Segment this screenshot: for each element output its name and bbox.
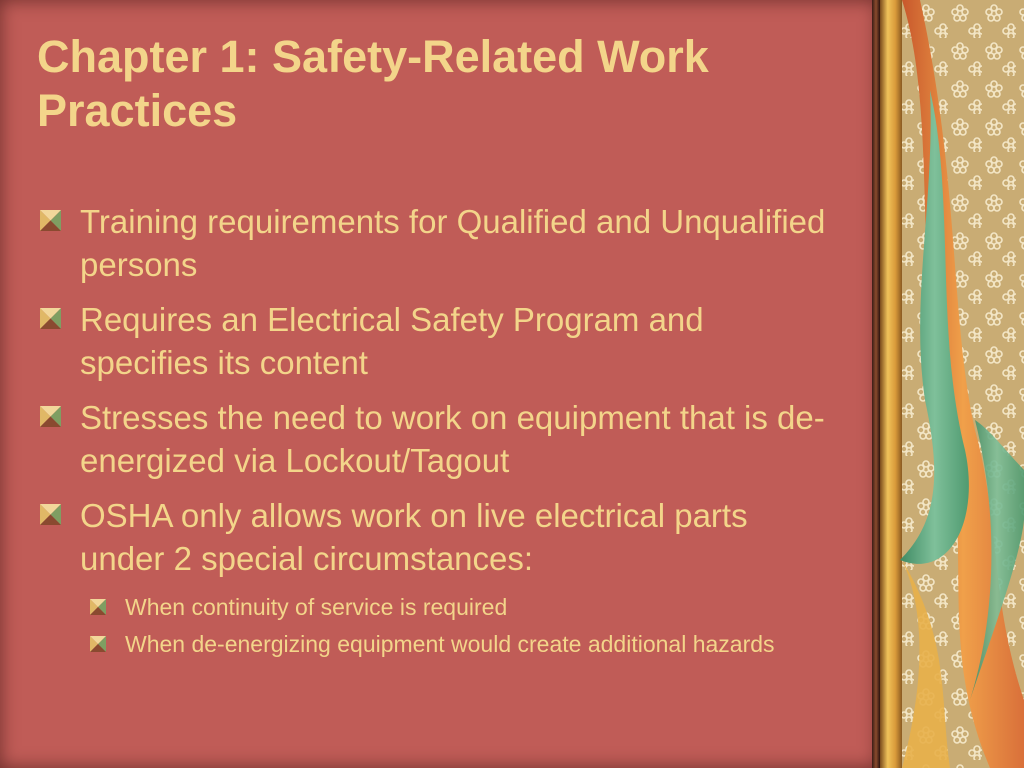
frame-divider bbox=[872, 0, 880, 768]
diamond-bullet-icon bbox=[90, 599, 106, 615]
decorative-side-panel bbox=[880, 0, 1024, 768]
diamond-bullet-icon bbox=[90, 636, 106, 652]
bullet-text: Stresses the need to work on equipment that is de-energized via Lockout/Tagout bbox=[80, 399, 825, 479]
bullet-text: OSHA only allows work on live electrical parts under 2 special circumstances: bbox=[80, 497, 748, 577]
diamond-bullet-icon bbox=[40, 504, 61, 525]
sub-bullet-item bbox=[40, 592, 840, 622]
sub-bullet-text: When continuity of service is required bbox=[125, 594, 508, 620]
diamond-bullet-icon bbox=[40, 406, 61, 427]
diamond-bullet-icon bbox=[40, 308, 61, 329]
bullet-item bbox=[40, 200, 840, 286]
slide-title: Chapter 1: Safety-Related Work Practices bbox=[37, 31, 709, 136]
bullet-text: Requires an Electrical Safety Program and specifies its content bbox=[80, 301, 704, 381]
gold-strip bbox=[880, 0, 902, 768]
diamond-bullet-icon bbox=[40, 210, 61, 231]
bullet-item bbox=[40, 298, 840, 384]
sub-bullet-text: When de-energizing equipment would create additional hazards bbox=[125, 631, 775, 657]
bullet-item bbox=[40, 494, 840, 580]
bullet-item bbox=[40, 396, 840, 482]
sub-bullet-item bbox=[40, 629, 840, 659]
bullet-list bbox=[40, 200, 840, 666]
bullet-text: Training requirements for Qualified and Unqualified persons bbox=[80, 203, 826, 283]
